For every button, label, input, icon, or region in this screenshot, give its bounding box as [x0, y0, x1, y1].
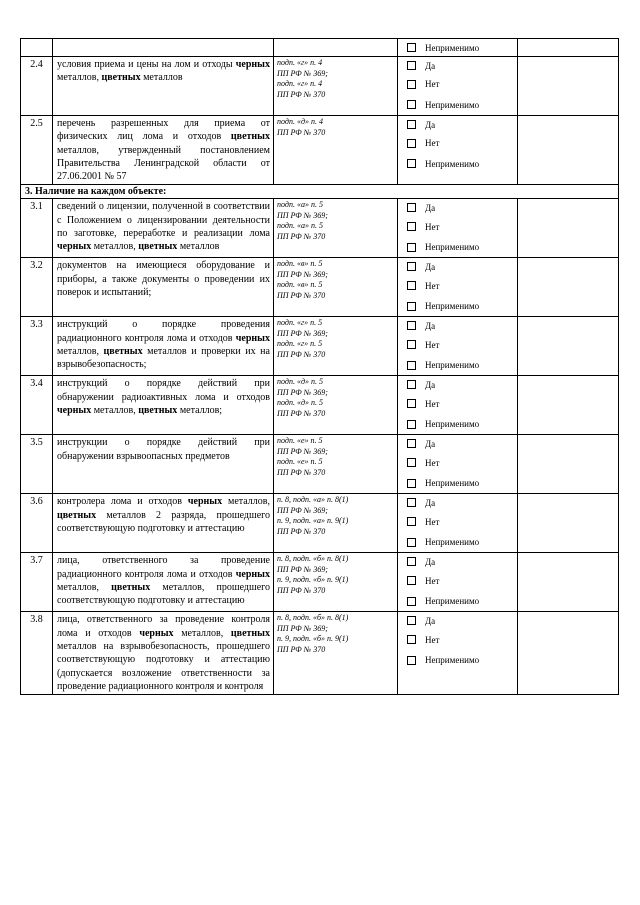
requirement-text: контролера лома и отходов [57, 496, 188, 508]
legal-reference: ПП РФ № 369; [277, 505, 328, 515]
option-no[interactable] [407, 133, 517, 154]
option-no[interactable] [407, 216, 517, 237]
legal-reference: ПП РФ № 370 [277, 526, 326, 536]
requirement-text: металлов, [173, 627, 231, 639]
option-label: Неприменимо [425, 478, 480, 489]
requirement-text-bold: цветных [101, 72, 141, 84]
requirement-text: металлов на взрывобезопасность, прошедшего соответствующую подготовку и аттестацию (допускается возложение ответственности за проведение радиационного контроля и контроля [57, 641, 270, 692]
requirement-text-bold: цветных [57, 509, 97, 521]
checklist-table [20, 38, 619, 695]
notes-cell[interactable] [518, 199, 619, 258]
row-number-cell [21, 116, 53, 185]
reference-cell [274, 435, 398, 494]
checkbox-icon[interactable] [407, 43, 416, 52]
option-label: Неприменимо [425, 242, 480, 253]
table-row [21, 116, 619, 185]
option-label: Да [425, 60, 436, 71]
section-title: 3. Наличие на каждом объекте: [21, 185, 619, 199]
row-number-cell [21, 494, 53, 553]
requirement-cell [53, 435, 274, 494]
checkbox-icon[interactable] [407, 100, 416, 109]
requirement-text-bold: черных [57, 241, 92, 253]
requirement-cell [53, 317, 274, 376]
option-yes[interactable] [407, 116, 517, 133]
row-number: 3.1 [30, 201, 43, 213]
requirement-cell [53, 612, 274, 695]
option-yes[interactable] [407, 258, 517, 275]
table-row [21, 317, 619, 376]
option-na[interactable] [407, 355, 517, 376]
legal-reference: ПП РФ № 369; [277, 210, 328, 220]
option-yes[interactable] [407, 317, 517, 334]
option-yes[interactable] [407, 199, 517, 216]
option-label: Нет [425, 634, 440, 645]
requirement-cell [53, 258, 274, 317]
legal-reference: ПП РФ № 370 [277, 349, 326, 359]
checkbox-icon[interactable] [407, 321, 416, 330]
reference-cell [274, 553, 398, 612]
answer-cell [398, 553, 518, 612]
table-row [21, 258, 619, 317]
legal-reference: п. 8, подп. «б» п. 8(1) [277, 613, 349, 623]
row-number-cell [21, 199, 53, 258]
row-number-cell [21, 376, 53, 435]
answer-cell [398, 317, 518, 376]
checklist-body [21, 39, 619, 695]
legal-reference: ПП РФ № 370 [277, 467, 326, 477]
legal-reference: ПП РФ № 370 [277, 231, 326, 241]
option-na[interactable] [407, 591, 517, 612]
option-label: Нет [425, 79, 440, 90]
requirement-text: металлов, утвержденный постановлением Правительства Ленинградской области от 27.06.2001 № 57 [57, 144, 270, 183]
requirement-text: металлов [177, 241, 220, 253]
row-number-cell [21, 612, 53, 695]
legal-reference: ПП РФ № 369; [277, 387, 328, 397]
option-label: Неприменимо [425, 42, 480, 53]
row-number: 3.3 [30, 319, 43, 331]
option-no[interactable] [407, 629, 517, 650]
checkbox-icon[interactable] [407, 420, 416, 429]
legal-reference: ПП РФ № 370 [277, 408, 326, 418]
option-yes[interactable] [407, 494, 517, 511]
legal-reference: подп. «г» п. 4 [277, 58, 323, 67]
legal-reference: ПП РФ № 369; [277, 564, 328, 574]
row-number-cell [21, 39, 53, 57]
option-yes[interactable] [407, 57, 517, 74]
requirement-text: металлов, прошедшего соответствующую подготовку и аттестацию [57, 582, 270, 607]
checkbox-icon[interactable] [407, 139, 416, 148]
checkbox-icon[interactable] [407, 262, 416, 271]
requirement-text: металлов, [222, 496, 270, 508]
checkbox-icon[interactable] [407, 243, 416, 252]
table-row [21, 199, 619, 258]
legal-reference: ПП РФ № 370 [277, 127, 326, 137]
requirement-text: металлов 2 разряда, прошедшего соответствующую подготовку и аттестацию [57, 509, 270, 535]
option-no[interactable] [407, 334, 517, 355]
legal-reference: п. 9, подп. «б» п. 9(1) [277, 634, 349, 644]
checkbox-icon[interactable] [407, 597, 416, 606]
section-header-row [21, 185, 619, 199]
answer-cell [398, 116, 518, 185]
requirement-cell [53, 199, 274, 258]
legal-reference: подп. «а» п. 5 [277, 200, 323, 210]
legal-reference: п. 8, подп. «б» п. 8(1) [277, 554, 349, 564]
option-yes[interactable] [407, 435, 517, 452]
checkbox-icon[interactable] [407, 576, 416, 585]
requirement-text-bold: цветных [230, 131, 270, 143]
requirement-text-bold: цветных [138, 241, 178, 253]
answer-cell [398, 199, 518, 258]
option-label: Неприменимо [425, 360, 480, 371]
requirement-text: металлов [140, 72, 183, 84]
table-row-continuation [21, 39, 619, 57]
option-na[interactable] [407, 532, 517, 553]
requirement-text-bold: цветных [230, 627, 270, 639]
checkbox-icon[interactable] [407, 656, 416, 665]
option-label: Нет [425, 138, 440, 149]
reference-cell [274, 199, 398, 258]
reference-cell [274, 317, 398, 376]
notes-cell[interactable] [518, 376, 619, 435]
row-number: 2.5 [30, 118, 43, 129]
option-no[interactable] [407, 570, 517, 591]
row-number: 3.5 [30, 437, 43, 449]
option-na[interactable] [407, 296, 517, 317]
option-label: Да [425, 615, 436, 626]
requirement-text: условия приема и цены на лом и отходы [57, 59, 236, 70]
legal-reference: ПП РФ № 369; [277, 446, 328, 456]
checkbox-icon[interactable] [407, 120, 416, 129]
requirement-text-bold: черных [139, 627, 174, 639]
option-no[interactable] [407, 452, 517, 473]
table-row [21, 376, 619, 435]
row-number-cell [21, 57, 53, 116]
reference-cell [274, 258, 398, 317]
legal-reference: ПП РФ № 369; [277, 328, 328, 338]
option-na[interactable] [407, 154, 517, 175]
checkbox-icon[interactable] [407, 281, 416, 290]
legal-reference: подп. «в» п. 5 [277, 280, 323, 290]
requirement-text: лица, ответственного за проведение радиационного контроля лома и отходов [57, 555, 270, 580]
requirement-text-bold: цветных [103, 346, 143, 358]
option-label: Неприменимо [425, 301, 480, 312]
option-label: Да [425, 119, 436, 130]
row-number: 3.8 [30, 614, 43, 626]
checkbox-icon[interactable] [407, 538, 416, 547]
requirement-text-bold: цветных [138, 405, 178, 417]
requirement-text: металлов, [57, 346, 104, 358]
answer-cell [398, 258, 518, 317]
option-label: Нет [425, 457, 440, 468]
option-label: Да [425, 438, 436, 449]
requirement-text: документов на имеющиеся оборудование и приборы, а также документы о проведении их поверок и испытаний; [57, 260, 270, 299]
checkbox-icon[interactable] [407, 458, 416, 467]
legal-reference: подп. «е» п. 5 [277, 457, 323, 467]
requirement-text: металлов, [57, 582, 112, 594]
legal-reference: п. 9, подп. «а» п. 9(1) [277, 516, 349, 526]
checkbox-icon[interactable] [407, 80, 416, 89]
row-number: 3.4 [30, 378, 43, 390]
checkbox-icon[interactable] [407, 361, 416, 370]
checkbox-icon[interactable] [407, 635, 416, 644]
option-no[interactable] [407, 393, 517, 414]
requirement-text-bold: черных [235, 568, 270, 580]
option-label: Нет [425, 516, 440, 527]
notes-cell[interactable] [518, 612, 619, 695]
option-yes[interactable] [407, 553, 517, 570]
notes-cell [518, 39, 619, 57]
option-label: Да [425, 379, 436, 390]
notes-cell[interactable] [518, 258, 619, 317]
option-label: Да [425, 497, 436, 508]
requirement-cell [53, 39, 274, 57]
legal-reference: подп. «г» п. 4 [277, 79, 323, 88]
option-no[interactable] [407, 275, 517, 296]
option-na[interactable] [407, 237, 517, 258]
requirement-text-bold: черных [57, 405, 92, 417]
option-label: Да [425, 202, 436, 213]
requirement-cell [53, 553, 274, 612]
checkbox-icon[interactable] [407, 399, 416, 408]
legal-reference: п. 9, подп. «б» п. 9(1) [277, 575, 349, 585]
answer-cell [398, 494, 518, 553]
legal-reference: подп. «г» п. 5 [277, 339, 323, 349]
checkbox-icon[interactable] [407, 159, 416, 168]
reference-cell [274, 494, 398, 553]
notes-cell[interactable] [518, 435, 619, 494]
checkbox-icon[interactable] [407, 302, 416, 311]
reference-cell [274, 57, 398, 116]
answer-cell [398, 39, 518, 57]
legal-reference: подп. «е» п. 5 [277, 436, 323, 446]
option-label: Неприменимо [425, 655, 480, 666]
legal-reference: ПП РФ № 369; [277, 269, 328, 279]
requirement-text: металлов, [57, 72, 102, 84]
option-label: Нет [425, 575, 440, 586]
legal-reference: ПП РФ № 370 [277, 644, 326, 654]
checkbox-icon[interactable] [407, 517, 416, 526]
requirement-text: инструкций о порядке действий при обнаружении радиоактивных лома и отходов [57, 378, 270, 403]
legal-reference: подп. «в» п. 5 [277, 259, 323, 269]
requirement-text-bold: черных [235, 59, 270, 70]
row-number: 3.7 [30, 555, 43, 567]
notes-cell[interactable] [518, 494, 619, 553]
table-row [21, 553, 619, 612]
option-label: Да [425, 556, 436, 567]
option-na[interactable] [407, 650, 517, 671]
option-yes[interactable] [407, 376, 517, 393]
option-label: Нет [425, 398, 440, 409]
requirement-text-bold: цветных [111, 582, 151, 594]
requirement-text: металлов; [177, 405, 223, 417]
row-number-cell [21, 317, 53, 376]
requirement-cell [53, 376, 274, 435]
option-label: Нет [425, 221, 440, 232]
reference-cell [274, 39, 398, 57]
notes-cell[interactable] [518, 317, 619, 376]
option-label: Нет [425, 280, 440, 291]
notes-cell[interactable] [518, 116, 619, 185]
legal-reference: ПП РФ № 370 [277, 290, 326, 300]
checkbox-icon[interactable] [407, 479, 416, 488]
requirement-text: лица, ответственного за проведение контроля лома и отходов [57, 614, 270, 639]
checkbox-icon[interactable] [407, 203, 416, 212]
option-no[interactable] [407, 74, 517, 95]
requirement-text: сведений о лицензии, полученной в соответствии с Положением о лицензировании деятельности по заготовке, переработке и реализации лома [57, 201, 270, 240]
legal-reference: подп. «а» п. 5 [277, 221, 323, 231]
option-no[interactable] [407, 511, 517, 532]
requirement-text-bold: черных [187, 496, 223, 508]
answer-cell [398, 612, 518, 695]
answer-cell [398, 435, 518, 494]
option-label: Неприменимо [425, 537, 480, 548]
table-row [21, 612, 619, 695]
option-na[interactable] [407, 39, 517, 56]
legal-reference: подп. «д» п. 5 [277, 398, 323, 408]
checkbox-icon[interactable] [407, 557, 416, 566]
option-label: Неприменимо [425, 158, 480, 169]
legal-reference: подп. «д» п. 5 [277, 377, 323, 387]
checkbox-icon[interactable] [407, 616, 416, 625]
option-label: Неприменимо [425, 419, 480, 430]
legal-reference: ПП РФ № 369; [277, 623, 328, 633]
option-label: Неприменимо [425, 596, 480, 607]
checkbox-icon[interactable] [407, 61, 416, 70]
notes-cell[interactable] [518, 553, 619, 612]
legal-reference: ПП РФ № 370 [277, 89, 326, 99]
option-na[interactable] [407, 473, 517, 494]
row-number-cell [21, 435, 53, 494]
checkbox-icon[interactable] [407, 340, 416, 349]
option-label: Нет [425, 339, 440, 350]
legal-reference: ПП РФ № 370 [277, 585, 326, 595]
option-na[interactable] [407, 414, 517, 435]
requirement-text: инструкций о порядке проведения радиационного контроля лома и отходов [57, 319, 270, 344]
option-label: Да [425, 320, 436, 331]
option-na[interactable] [407, 95, 517, 116]
answer-cell [398, 376, 518, 435]
option-yes[interactable] [407, 612, 517, 629]
option-label: Да [425, 261, 436, 272]
reference-cell [274, 612, 398, 695]
row-number-cell [21, 258, 53, 317]
row-number-cell [21, 553, 53, 612]
checkbox-icon[interactable] [407, 380, 416, 389]
row-number: 3.2 [30, 260, 43, 272]
row-number: 3.6 [30, 496, 43, 508]
legal-reference: п. 8, подп. «а» п. 8(1) [277, 495, 349, 505]
legal-reference: подп. «д» п. 4 [277, 117, 323, 126]
checkbox-icon[interactable] [407, 439, 416, 448]
requirement-text: металлов, [91, 405, 139, 417]
reference-cell [274, 376, 398, 435]
table-row [21, 57, 619, 116]
notes-cell[interactable] [518, 57, 619, 116]
requirement-text: инструкции о порядке действий при обнаружении взрывоопасных предметов [57, 437, 270, 462]
requirement-text: металлов, [91, 241, 139, 253]
requirement-text: перечень разрешенных для приема от физических лиц лома и отходов [57, 118, 270, 143]
requirement-cell [53, 57, 274, 116]
table-row [21, 494, 619, 553]
answer-cell [398, 57, 518, 116]
row-number: 2.4 [30, 59, 43, 70]
legal-reference: подп. «г» п. 5 [277, 318, 323, 328]
requirement-text: металлов и проверки их на взрывобезопасность; [57, 346, 270, 371]
checkbox-icon[interactable] [407, 222, 416, 231]
requirement-cell [53, 116, 274, 185]
reference-cell [274, 116, 398, 185]
table-row [21, 435, 619, 494]
legal-reference: ПП РФ № 369; [277, 68, 328, 78]
option-label: Неприменимо [425, 99, 480, 110]
requirement-text-bold: черных [235, 332, 270, 344]
requirement-cell [53, 494, 274, 553]
checkbox-icon[interactable] [407, 498, 416, 507]
